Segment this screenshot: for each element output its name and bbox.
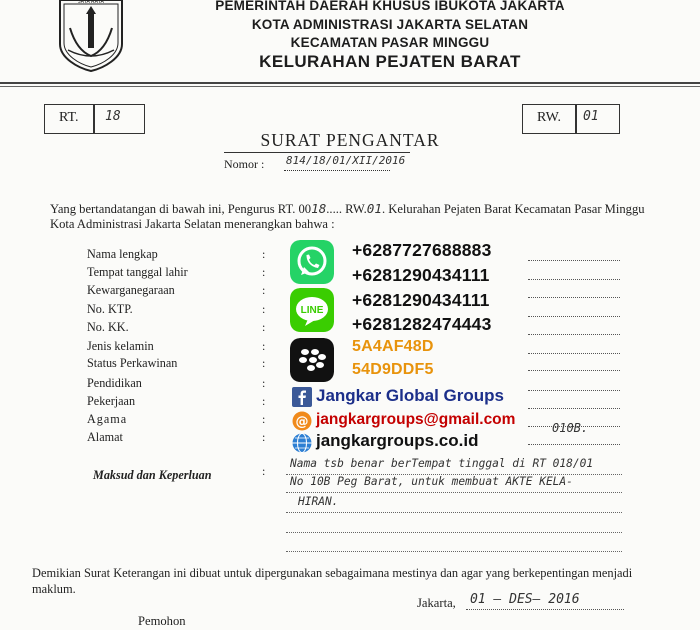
nomor-dotted-line (284, 170, 390, 171)
field-dots-status-perkawinan (528, 370, 620, 371)
maksud-dotted-line-3 (286, 512, 622, 513)
field-dots-alamat (528, 444, 620, 445)
field-dots-jenis-kelamin (528, 353, 620, 354)
pemohon-label: Pemohon (138, 614, 186, 628)
field-label-ttl: Tempat tanggal lahir (87, 265, 188, 279)
field-colon-ttl: : (262, 265, 266, 279)
nomor-value: 814/18/01/XII/2016 (286, 154, 406, 167)
intro-text-1: Yang bertandatangan di bawah ini, Pengurus RT. 00 (50, 202, 312, 216)
field-colon-agama: : (262, 412, 266, 426)
blackberry-icon (290, 338, 334, 382)
line-app-icon (290, 288, 334, 332)
logo-text: JAYA RAYA (78, 0, 104, 5)
whatsapp-icon (290, 240, 334, 284)
field-colon-ktp: : (262, 302, 266, 316)
nomor-label: Nomor : (224, 157, 265, 171)
field-label-pekerjaan: Pekerjaan (87, 394, 136, 408)
rt-separator (93, 105, 95, 133)
maksud-dotted-line-5 (286, 551, 622, 552)
field-dots-pendidikan (528, 390, 620, 391)
maksud-hand-line-2: No 10B Peg Barat, untuk membuat AKTE KELA- (290, 475, 573, 488)
field-dots-pekerjaan (528, 408, 620, 409)
field-colon-pekerjaan: : (262, 394, 266, 408)
facebook-icon (292, 387, 312, 407)
maksud-dotted-line-2 (286, 492, 622, 493)
field-label-status-perkawinan: Status Perkawinan (87, 356, 178, 370)
intro-text-3: . Kelurahan Pejaten Barat Kecamatan Pasar Minggu Kota Administrasi Jakarta Selatan menerangkan bahwa : (50, 202, 645, 231)
line-icon-label: LINE (300, 305, 324, 316)
field-colon-pendidikan: : (262, 376, 266, 390)
field-label-kk: No. KK. (87, 320, 129, 334)
header-line-3: KECAMATAN PASAR MINGGU (290, 35, 490, 50)
website-url: jangkargroups.co.id (316, 431, 479, 450)
document-title: SURAT PENGANTAR (260, 130, 440, 150)
phone-number-4: +6281282474443 (352, 314, 492, 334)
field-label-jenis-kelamin: Jenis kelamin (87, 339, 154, 353)
svg-text:@: @ (295, 414, 309, 430)
title-underline (224, 152, 410, 153)
rt-label: RT. (59, 110, 79, 125)
jakarta-emblem-logo (56, 0, 126, 72)
field-colon-status-perkawinan: : (262, 356, 266, 370)
closing-paragraph: Demikian Surat Keterangan ini dibuat untuk dipergunakan sebagaimana mestinya dan agar yang berkepentingan menjadi maklum. (32, 566, 633, 596)
bbm-pin-1: 5A4AF48D (352, 338, 434, 355)
date-dotted-line (466, 609, 624, 610)
date-handwritten: 01 — DES— 2016 (470, 592, 580, 607)
intro-paragraph (50, 201, 650, 232)
intro-rt-handwritten: 18 (311, 201, 327, 216)
header-rule-thin (0, 86, 700, 87)
field-dots-nama (528, 260, 620, 261)
rw-separator (575, 105, 577, 133)
field-label-kewarganegaraan: Kewarganegaraan (87, 283, 175, 297)
field-label-ktp: No. KTP. (87, 302, 133, 316)
field-dots-ktp (528, 316, 620, 317)
maksud-colon: : (262, 464, 266, 478)
field-colon-kewarganegaraan: : (262, 283, 266, 297)
field-label-pendidikan: Pendidikan (87, 376, 142, 390)
field-label-nama: Nama lengkap (87, 247, 158, 261)
email-address: jangkargroups@gmail.com (316, 411, 516, 428)
field-dots-kewarganegaraan (528, 297, 620, 298)
field-colon-nama: : (262, 247, 266, 261)
field-label-alamat: Alamat (87, 430, 123, 444)
maksud-label: Maksud dan Keperluan (93, 468, 212, 482)
field-label-agama: Agama (87, 412, 128, 426)
header-line-1: PEMERINTAH DAERAH KHUSUS IBUKOTA JAKARTA (215, 0, 565, 13)
maksud-hand-line-1: Nama tsb benar berTempat tinggal di RT 018/01 (290, 457, 594, 470)
field-dots-kk (528, 334, 620, 335)
rw-label: RW. (537, 110, 561, 125)
maksud-hand-line-3: HIRAN. (298, 495, 339, 508)
globe-icon (292, 433, 312, 453)
bbm-pin-2: 54D9DDF5 (352, 361, 434, 378)
field-colon-alamat: : (262, 430, 266, 444)
field-dots-ttl (528, 279, 620, 280)
rw-value: 01 (583, 109, 599, 124)
field-colon-kk: : (262, 320, 266, 334)
header-line-4: KELURAHAN PEJATEN BARAT (259, 52, 521, 71)
phone-number-2: +6281290434111 (352, 265, 490, 285)
intro-text-2: ..... RW. (326, 202, 367, 216)
maksud-dotted-line-4 (286, 532, 622, 533)
alamat-handwritten: 010B. (552, 421, 589, 435)
rt-value: 18 (105, 109, 121, 124)
phone-number-3: +6281290434111 (352, 290, 490, 310)
facebook-name: Jangkar Global Groups (316, 386, 504, 405)
field-colon-jenis-kelamin: : (262, 339, 266, 353)
header-line-2: KOTA ADMINISTRASI JAKARTA SELATAN (251, 17, 529, 32)
phone-number-1: +6287727688883 (352, 240, 492, 260)
jakarta-label: Jakarta, (417, 596, 456, 610)
header-rule-thick (0, 82, 700, 84)
email-icon (292, 411, 312, 431)
intro-rw-handwritten: 01 (366, 201, 382, 216)
